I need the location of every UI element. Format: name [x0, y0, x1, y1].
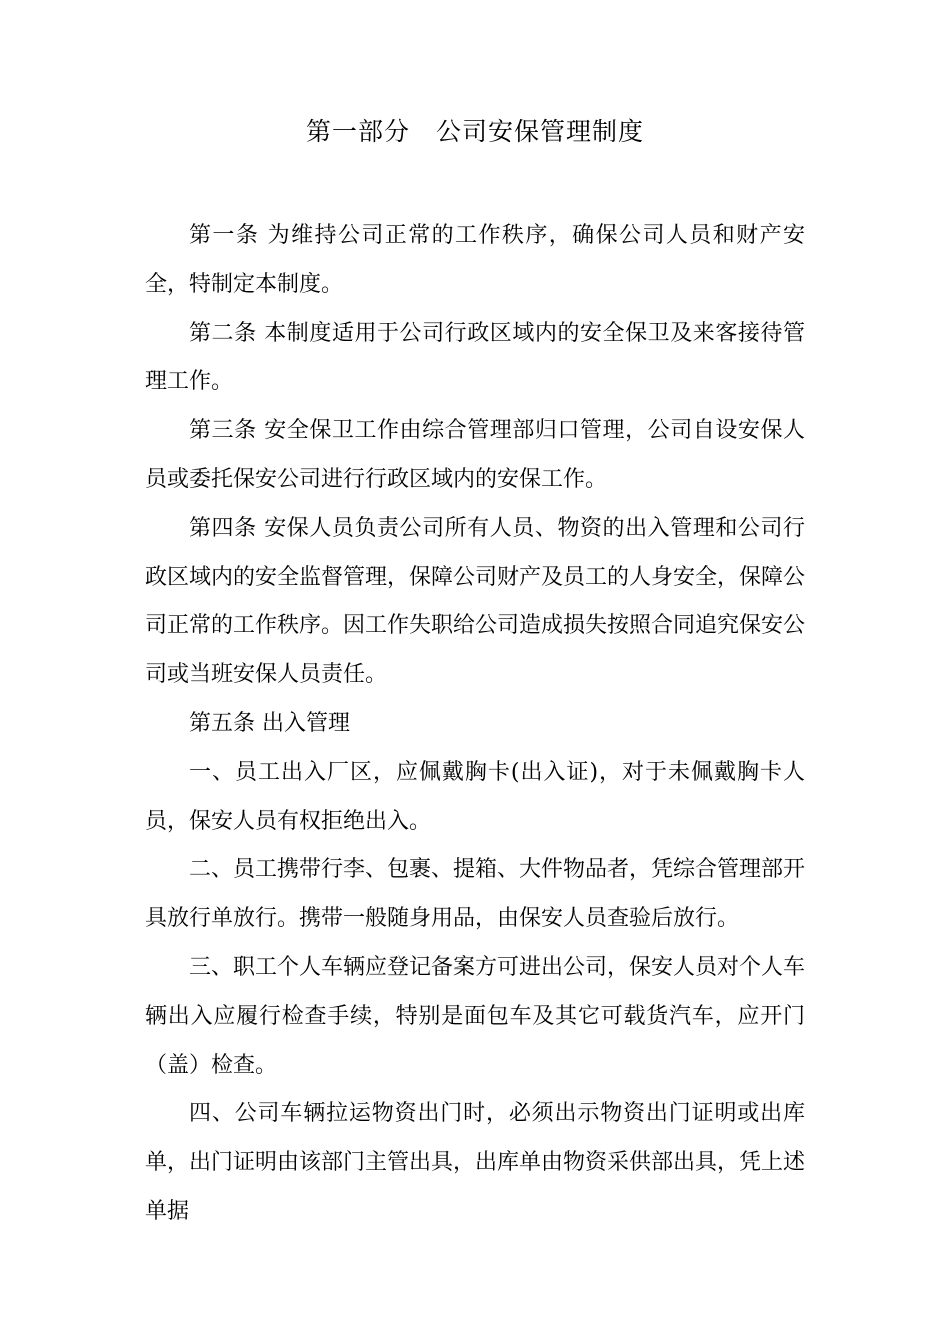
paragraph-article-3: 第三条 安全保卫工作由综合管理部归口管理，公司自设安保人员或委托保安公司进行行政区域内的安保工作。: [145, 418, 805, 492]
page-title: 第一部分 公司安保管理制度: [305, 117, 644, 146]
paragraph-article-1: 第一条 为维持公司正常的工作秩序，确保公司人员和财产安全，特制定本制度。: [145, 223, 805, 297]
paragraph-item-3: 三、职工个人车辆应登记备案方可进出公司，保安人员对个人车辆出入应履行检查手续，特别是面包车及其它可载货汽车，应开门（盖）检查。: [145, 954, 806, 1078]
paragraph-article-2: 第二条 本制度适用于公司行政区域内的安全保卫及来客接待管理工作。: [145, 320, 805, 395]
paragraph-item-2: 二、员工携带行李、包裹、提箱、大件物品者，凭综合管理部开具放行单放行。携带一般随身用品，由保安人员查验后放行。: [145, 857, 806, 932]
paragraph-item-4: 四、公司车辆拉运物资出门时，必须出示物资出门证明或出库单，出门证明由该部门主管出具，出库单由物资采供部出具，凭上述单据: [145, 1101, 806, 1224]
paragraph-article-5: 第五条 出入管理: [189, 710, 350, 736]
paragraph-article-4: 第四条 安保人员负责公司所有人员、物资的出入管理和公司行政区域内的安全监督管理，保障公司财产及员工的人身安全，保障公司正常的工作秩序。因工作失职给公司造成损失按照合同追究保安公司或当班安保人员责任。: [145, 515, 806, 688]
paragraph-item-1: 一、员工出入厂区，应佩戴胸卡(出入证)，对于未佩戴胸卡人员，保安人员有权拒绝出入。: [145, 759, 805, 834]
document-body: [145, 212, 805, 1237]
